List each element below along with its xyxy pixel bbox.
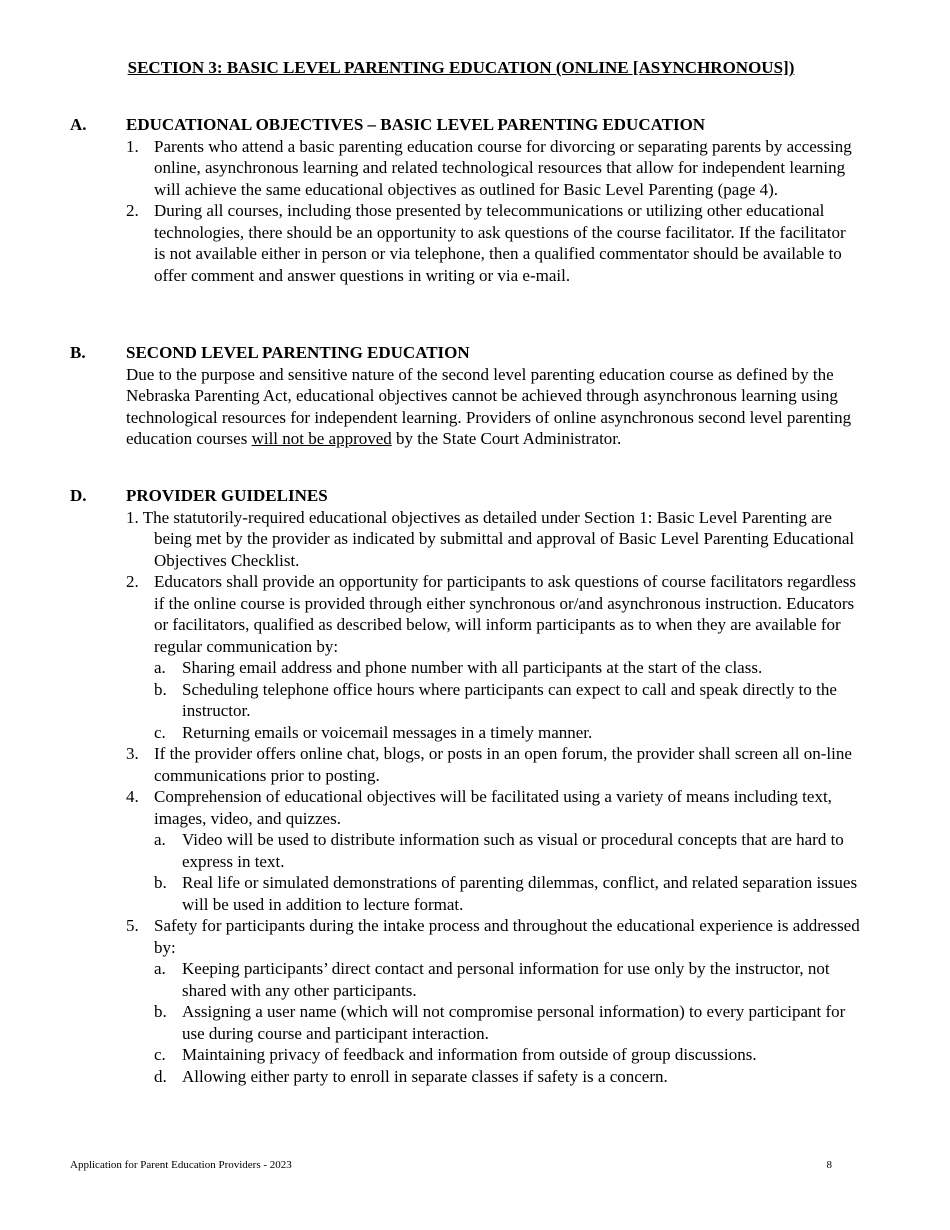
sub-item-letter: a. (154, 830, 166, 849)
list-item (126, 136, 860, 201)
list-item (126, 200, 860, 286)
sub-item-text: Returning emails or voicemail messages in a timely manner. (182, 722, 593, 742)
sub-item-letter: c. (154, 722, 166, 742)
sub-item (154, 829, 860, 872)
section-b (70, 342, 860, 450)
section-letter: A. (70, 115, 87, 134)
item-text: Educators shall provide an opportunity for participants to ask questions of course facilitators regardless if the online course is provided through either synchronous or/and asynchronous instruction. Educators or facilitators, qualified as described below, will inform participants as to when they are available for regular communication by: (154, 572, 857, 656)
sub-item (154, 1044, 860, 1066)
sub-item-text: Real life or simulated demonstrations of parenting dilemmas, conflict, and related separation issues will be used in addition to lecture format. (182, 873, 858, 914)
sub-item (154, 722, 860, 744)
section-b-paragraph (126, 364, 860, 450)
list-item: 1. The statutorily-required educational objectives as detailed under Section 1: Basic Level Parenting are being met by the provider as indicated by submittal and approval of Basic Level Parenting Educational Objectives Checklist. (126, 507, 855, 570)
item-number: 5. (126, 916, 139, 935)
sub-item (154, 872, 860, 915)
section-b-heading (70, 342, 860, 364)
sub-item-letter: b. (154, 1002, 167, 1021)
list-item (126, 915, 860, 958)
list-item (126, 571, 860, 657)
item-text: Parents who attend a basic parenting education course for divorcing or separating parents by accessing online, asynchronous learning and related technological resources that allow for independent learning will achieve the same educational objectives as outlined for Basic Level Parenting (page 4). (154, 136, 852, 199)
sub-item-text: Video will be used to distribute information such as visual or procedural concepts that are hard to express in text. (182, 830, 844, 871)
section-title: PROVIDER GUIDELINES (126, 486, 328, 505)
footer-text: Application for Parent Education Providers - 2023 (70, 1159, 292, 1171)
sub-item (154, 657, 860, 679)
section-d (70, 485, 860, 1087)
item-number: 2. (126, 572, 139, 591)
item-number: 4. (126, 787, 139, 806)
item-text: Safety for participants during the intake process and throughout the educational experience is addressed by: (154, 916, 860, 957)
sub-item-text: Sharing email address and phone number with all participants at the start of the class. (182, 658, 763, 677)
paragraph-text: Due to the purpose and sensitive nature of the second level parenting education course as defined by the Nebraska Parenting Act, educational objectives cannot be achieved through asynchronous learning using technological resources for independent learning. Providers of online asynchronous second level parenting education courses (126, 364, 852, 448)
sub-item-text: Keeping participants’ direct contact and personal information for use only by the instructor, not shared with any other participants. (182, 959, 830, 1000)
sub-item-letter: d. (154, 1066, 167, 1086)
section-title: SECOND LEVEL PARENTING EDUCATION (126, 343, 470, 362)
list-item (126, 786, 860, 829)
page-footer (70, 1158, 832, 1172)
underlined-text: will not be approved (251, 429, 392, 448)
sub-item-text: Assigning a user name (which will not compromise personal information) to every participant for use during course and participant interaction. (182, 1002, 846, 1043)
paragraph-text: by the State Court Administrator. (391, 429, 622, 448)
section-letter: D. (70, 486, 87, 505)
item-text: During all courses, including those presented by telecommunications or utilizing other educational technologies, there should be an opportunity to ask questions of the course facilitator. If the facilitator is not available either in person or via telephone, then a qualified commentator should be available to offer comment and answer questions in writing or via e-mail. (154, 201, 846, 285)
sub-item (154, 958, 860, 1001)
sub-item (154, 1001, 860, 1044)
sub-item-letter: a. (154, 658, 166, 677)
page-number: 8 (826, 1159, 832, 1171)
sub-item (154, 679, 860, 722)
section-title: EDUCATIONAL OBJECTIVES – BASIC LEVEL PARENTING EDUCATION (126, 115, 706, 134)
page-title: SECTION 3: BASIC LEVEL PARENTING EDUCATION (ONLINE [ASYNCHRONOUS]) (127, 58, 795, 77)
section-a (70, 114, 860, 286)
sub-item-letter: b. (154, 873, 167, 892)
sub-item-text: Maintaining privacy of feedback and information from outside of group discussions. (182, 1045, 757, 1064)
item-number: 3. (126, 744, 139, 763)
sub-item-text: Scheduling telephone office hours where participants can expect to call and speak directly to the instructor. (182, 679, 837, 720)
item-number: 2. (126, 201, 139, 220)
sub-item-text: Allowing either party to enroll in separate classes if safety is a concern. (182, 1066, 668, 1086)
sub-item-letter: b. (154, 679, 167, 699)
list-item (126, 743, 860, 786)
item-text: If the provider offers online chat, blogs, or posts in an open forum, the provider shall screen all on-line communications prior to posting. (154, 744, 852, 785)
section-d-heading (70, 485, 860, 507)
section-letter: B. (70, 343, 86, 362)
section-a-heading (70, 114, 860, 136)
item-text: Comprehension of educational objectives will be facilitated using a variety of means including text, images, video, and quizzes. (154, 787, 832, 828)
item-number: 1. (126, 136, 139, 156)
sub-item (154, 1066, 860, 1088)
sub-item-letter: a. (154, 959, 166, 978)
sub-item-letter: c. (154, 1045, 166, 1064)
